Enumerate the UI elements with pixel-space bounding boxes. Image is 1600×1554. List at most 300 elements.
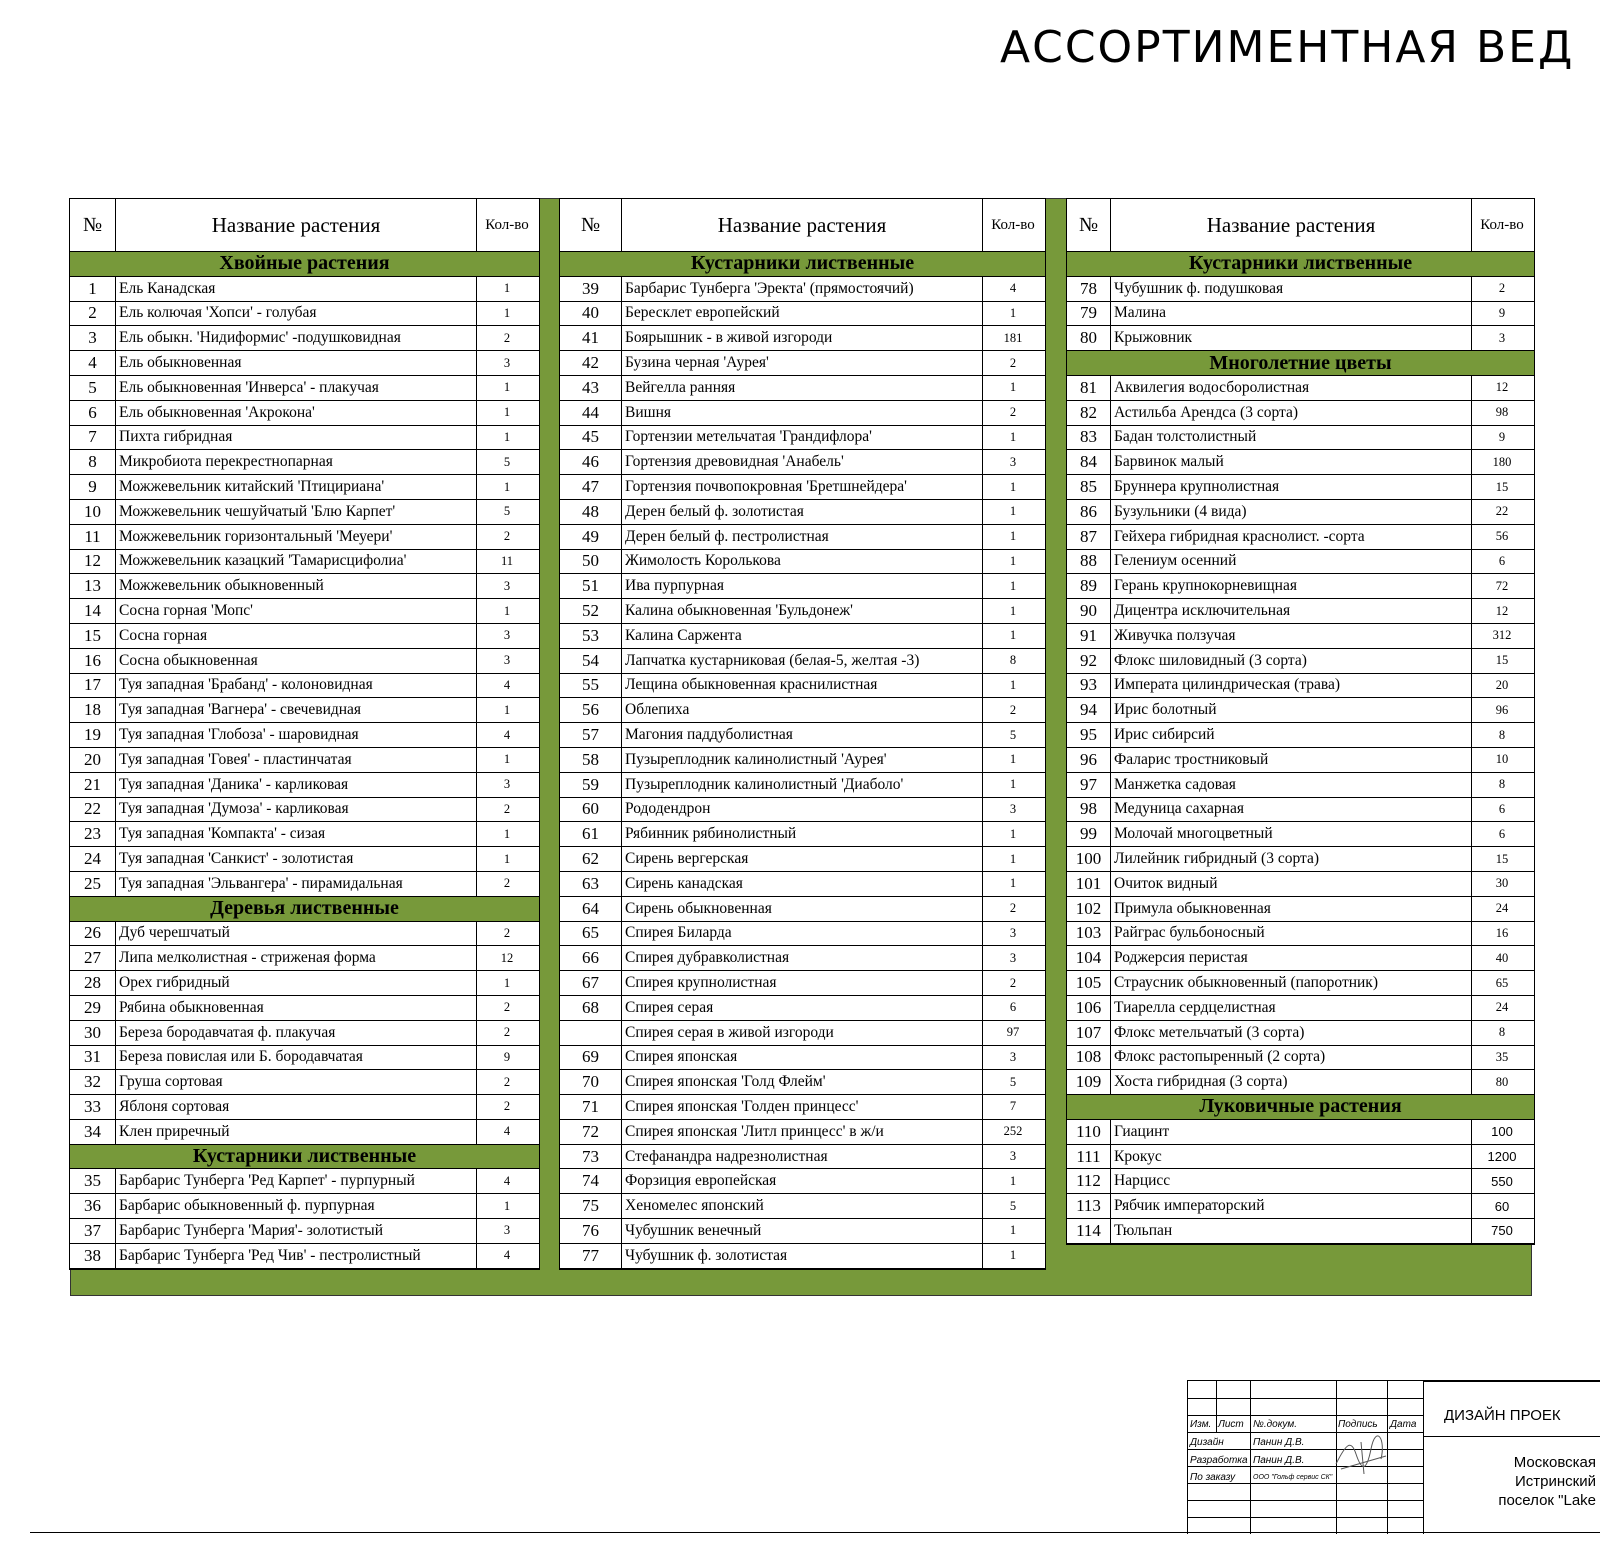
table-row [70,798,539,823]
row-number: 88 [1067,550,1111,574]
plant-name: Ирис болотный [1111,698,1472,722]
plant-quantity: 550 [1491,1173,1513,1189]
row-number: 45 [560,426,622,450]
plant-name: Сосна горная [116,624,477,648]
row-number: 51 [560,574,622,598]
plant-name: Ель обыкновенная 'Инверса' - плакучая [116,376,477,400]
plant-name: Спирея серая [622,996,983,1020]
row-number: 18 [70,698,116,722]
plant-quantity: 1 [1009,529,1017,544]
plant-quantity: 3 [1009,950,1017,965]
plant-name: Флокс метельчатый (3 сорта) [1111,1021,1472,1045]
plant-name: Можжевельник горизонтальный 'Меуери' [116,525,477,549]
row-number: 15 [70,624,116,648]
table-row [70,302,539,327]
row-number: 109 [1067,1070,1111,1094]
table-row [560,1244,1045,1269]
plant-name: Райграс бульбоносный [1111,922,1472,946]
plant-quantity: 1 [1009,1248,1017,1263]
plant-name: Барвинок малый [1111,450,1472,474]
plant-quantity: 6 [1498,826,1506,841]
row-number: 29 [70,996,116,1020]
table-row [70,649,539,674]
row-number: 28 [70,971,116,995]
plant-quantity: 1 [1009,380,1017,395]
plant-name: Береза бородавчатая ф. плакучая [116,1021,477,1045]
plant-name: Сирень вергерская [622,847,983,871]
plant-quantity: 2 [1009,975,1017,990]
plant-name: Роджерсия перистая [1111,946,1472,970]
plant-name: Гейхера гибридная краснолист. -сорта [1111,525,1472,549]
plant-name: Бадан толстолистный [1111,426,1472,450]
plant-quantity: 3 [1498,330,1506,345]
row-number: 98 [1067,798,1111,822]
plant-quantity: 2 [503,925,511,940]
row-number: 85 [1067,475,1111,499]
plant-quantity: 1 [1009,777,1017,792]
row-number: 36 [70,1194,116,1218]
plant-name: Тиарелла сердцелистная [1111,996,1472,1020]
plant-name: Лещина обыкновенная краснилистная [622,674,983,698]
row-number: 63 [560,872,622,896]
plant-name: Императа цилиндрическая (трава) [1111,674,1472,698]
category-header: Многолетние цветы [1067,351,1534,376]
table-row [70,922,539,947]
row-number: 48 [560,500,622,524]
plant-name: Калина обыкновенная 'Бульдонеж' [622,599,983,623]
plant-quantity: 72 [1495,578,1509,593]
row-number: 16 [70,649,116,673]
row-number: 22 [70,798,116,822]
table-row [560,624,1045,649]
plant-name: Живучка ползучая [1111,624,1472,648]
row-number: 64 [560,897,622,921]
plant-name: Вишня [622,401,983,425]
plant-name: Барбарис обыкновенный ф. пурпурная [116,1194,477,1218]
plant-quantity: 3 [503,1223,511,1238]
plant-name: Пихта гибридная [116,426,477,450]
row-number: 62 [560,847,622,871]
plant-name: Крыжовник [1111,326,1472,350]
category-header: Хвойные растения [70,252,539,277]
row-number: 66 [560,946,622,970]
plant-quantity: 1 [1009,479,1017,494]
row-number: 23 [70,822,116,846]
plant-quantity: 3 [1009,1049,1017,1064]
table-row [70,525,539,550]
plant-quantity: 2 [1009,355,1017,370]
table-row [1067,922,1534,947]
table-row [560,426,1045,451]
table-row [70,426,539,451]
plant-name: Рябина обыкновенная [116,996,477,1020]
row-number: 19 [70,723,116,747]
plant-quantity: 2 [503,1099,511,1114]
table-row [1067,822,1534,847]
plant-quantity: 1 [1009,553,1017,568]
plant-name: Форзиция европейская [622,1169,983,1193]
row-number: 37 [70,1219,116,1243]
table-row [560,996,1045,1021]
plant-name: Можжевельник китайский 'Птицириана' [116,475,477,499]
table-row [560,351,1045,376]
table-row [1067,1169,1534,1194]
table-row [1067,872,1534,897]
row-number: 6 [70,401,116,425]
table-row [70,1046,539,1071]
plant-quantity: 1 [1009,1223,1017,1238]
plant-quantity: 3 [1009,1149,1017,1164]
table-row [560,946,1045,971]
plant-name: Страусник обыкновенный (папоротник) [1111,971,1472,995]
plant-quantity: 2 [503,1025,511,1040]
row-number: 80 [1067,326,1111,350]
row-number: 91 [1067,624,1111,648]
row-number: 53 [560,624,622,648]
plant-quantity: 1 [1009,876,1017,891]
plant-name: Очиток видный [1111,872,1472,896]
table-row [560,897,1045,922]
plant-name: Боярышник - в живой изгороди [622,326,983,350]
row-number: 59 [560,773,622,797]
table-row [70,1021,539,1046]
row-number: 31 [70,1046,116,1070]
plant-quantity: 1 [1009,429,1017,444]
category-header: Кустарники лиственные [70,1145,539,1170]
plant-name: Флокс шиловидный (3 сорта) [1111,649,1472,673]
table-row [1067,426,1534,451]
plant-name: Сосна горная 'Мопс' [116,599,477,623]
row-number: 93 [1067,674,1111,698]
row-number: 92 [1067,649,1111,673]
table-row [70,1120,539,1145]
plant-name: Можжевельник чешуйчатый 'Блю Карпет' [116,500,477,524]
row-number: 25 [70,872,116,896]
table-row [70,1095,539,1120]
row-number: 2 [70,302,116,326]
row-number: 84 [1067,450,1111,474]
plant-quantity: 3 [1009,454,1017,469]
plant-name: Туя западная 'Вагнера' - свечевидная [116,698,477,722]
plant-quantity: 97 [1006,1025,1020,1040]
row-number: 7 [70,426,116,450]
row-number: 76 [560,1219,622,1243]
plant-quantity: 24 [1495,901,1509,916]
table-row [1067,946,1534,971]
table-row [1067,674,1534,699]
table-row [70,401,539,426]
plant-name: Рябинник рябинолистный [622,822,983,846]
row-number: 108 [1067,1046,1111,1070]
plant-name: Магония паддуболистная [622,723,983,747]
table-row [1067,475,1534,500]
table-row [1067,624,1534,649]
table-row [1067,525,1534,550]
bottom-border-line [30,1532,1600,1533]
row-number: 79 [1067,302,1111,326]
table-row [1067,1021,1534,1046]
plant-quantity: 1 [1009,504,1017,519]
plant-quantity: 4 [1009,281,1017,296]
plant-name: Примула обыкновенная [1111,897,1472,921]
row-number: 24 [70,847,116,871]
row-number: 20 [70,748,116,772]
plant-name: Спирея Биларда [622,922,983,946]
plant-quantity: 6 [1498,801,1506,816]
row-number: 99 [1067,822,1111,846]
plant-name: Клен приречный [116,1120,477,1144]
row-number: 82 [1067,401,1111,425]
table-row [1067,798,1534,823]
plant-quantity: 9 [1498,305,1506,320]
table-row [70,872,539,897]
table-row [70,748,539,773]
row-number: 70 [560,1070,622,1094]
plant-name: Гелениум осенний [1111,550,1472,574]
plant-quantity: 22 [1495,504,1509,519]
plant-quantity: 9 [1498,429,1506,444]
plant-quantity: 24 [1495,1000,1509,1015]
stamp-list: Лист [1218,1419,1244,1430]
signature-icon [1331,1434,1391,1478]
row-number: 55 [560,674,622,698]
row-number: 54 [560,649,622,673]
stamp-grid [1188,1381,1423,1534]
plant-quantity: 100 [1491,1124,1513,1140]
plant-name: Тюльпан [1111,1219,1472,1243]
plant-quantity: 1 [503,281,511,296]
plant-quantity: 4 [503,1124,511,1139]
plant-quantity: 15 [1495,653,1509,668]
plant-name: Крокус [1111,1145,1472,1169]
plant-quantity: 60 [1494,1198,1510,1214]
plant-name: Дицентра исключительная [1111,599,1472,623]
stamp-address-line: Московская [1513,1454,1596,1471]
row-number: 33 [70,1095,116,1119]
plant-quantity: 1 [503,752,511,767]
row-number: 44 [560,401,622,425]
category-header: Деревья лиственные [70,897,539,922]
table-row [560,550,1045,575]
header-quantity: Кол-во [991,216,1035,233]
plant-quantity: 1 [503,479,511,494]
plant-name: Ель обыкновенная 'Акрокона' [116,401,477,425]
plant-quantity: 6 [1009,1000,1017,1015]
table-row [70,1244,539,1269]
plant-name: Нарцисс [1111,1169,1472,1193]
plant-quantity: 12 [500,950,514,965]
plant-quantity: 15 [1495,479,1509,494]
table-row [70,723,539,748]
row-number: 81 [1067,376,1111,400]
table-row [560,847,1045,872]
plant-name: Спирея японская 'Голд Флейм' [622,1070,983,1094]
plant-quantity: 3 [503,355,511,370]
plant-quantity: 3 [1009,925,1017,940]
plant-quantity: 20 [1495,677,1509,692]
row-number: 3 [70,326,116,350]
row-number: 40 [560,302,622,326]
stamp-design-name: Панин Д.В. [1253,1437,1305,1448]
plant-name: Аквилегия водосборолистная [1111,376,1472,400]
table-row [560,872,1045,897]
plant-quantity: 10 [1495,752,1509,767]
row-number: 71 [560,1095,622,1119]
plant-name: Ель обыкн. 'Нидиформис' -подушковидная [116,326,477,350]
stamp-order-label: По заказу [1190,1472,1236,1483]
table-header [70,198,539,252]
row-number: 1 [70,277,116,301]
row-number: 114 [1067,1219,1111,1243]
table-row [70,475,539,500]
plant-quantity: 9 [503,1049,511,1064]
table-row [560,1046,1045,1071]
table-row [560,698,1045,723]
table-row [1067,748,1534,773]
plant-name: Гортензия древовидная 'Анабель' [622,450,983,474]
row-number: 111 [1067,1145,1111,1169]
plant-quantity: 15 [1495,851,1509,866]
row-number: 11 [70,525,116,549]
plant-name: Стефанандра надрезнолистная [622,1145,983,1169]
stamp-dev-name: Панин Д.В. [1253,1455,1305,1466]
plant-name: Молочай многоцветный [1111,822,1472,846]
stamp-order-name: ООО "Гольф сервис СК" [1253,1474,1333,1481]
row-number: 61 [560,822,622,846]
stamp-izm: Изм. [1190,1419,1212,1430]
plant-quantity: 16 [1495,925,1509,940]
table-header [560,198,1045,252]
table-row [70,574,539,599]
row-number: 67 [560,971,622,995]
plant-name: Гиацинт [1111,1120,1472,1144]
row-number: 50 [560,550,622,574]
row-number: 21 [70,773,116,797]
stamp-address [1498,1453,1596,1510]
table-row [560,574,1045,599]
plant-name: Ива пурпурная [622,574,983,598]
plant-name: Жимолость Королькова [622,550,983,574]
plant-name: Спирея крупнолистная [622,971,983,995]
plant-quantity: 65 [1495,975,1509,990]
row-number: 104 [1067,946,1111,970]
row-number: 41 [560,326,622,350]
table-row [70,450,539,475]
table-column-2 [559,198,1046,1270]
plant-name: Сирень обыкновенная [622,897,983,921]
plant-quantity: 2 [503,330,511,345]
plant-quantity: 1 [1009,677,1017,692]
row-number: 17 [70,674,116,698]
plant-name: Хоста гибридная (3 сорта) [1111,1070,1472,1094]
table-row [70,1070,539,1095]
plant-name: Спирея японская 'Литл принцесс' в ж/и [622,1120,983,1144]
plant-quantity: 40 [1495,950,1509,965]
plant-quantity: 5 [503,504,511,519]
plant-name: Ель обыкновенная [116,351,477,375]
row-number: 35 [70,1169,116,1193]
header-number: № [560,199,622,251]
row-number: 4 [70,351,116,375]
header-name: Название растения [116,199,477,251]
plant-name: Береза повислая или Б. бородавчатая [116,1046,477,1070]
table-row [560,1194,1045,1219]
row-number: 97 [1067,773,1111,797]
plant-name: Спирея японская 'Голден принцесс' [622,1095,983,1119]
table-row [70,277,539,302]
title-block-stamp [1187,1380,1600,1534]
plant-name: Дерен белый ф. золотистая [622,500,983,524]
plant-name: Микробиота перекрестнопарная [116,450,477,474]
table-row [560,475,1045,500]
row-number [560,1021,622,1045]
row-number: 49 [560,525,622,549]
table-row [560,649,1045,674]
plant-name: Бруннера крупнолистная [1111,475,1472,499]
plant-quantity: 2 [1009,901,1017,916]
plant-quantity: 8 [1498,1025,1506,1040]
plant-name: Груша сортовая [116,1070,477,1094]
plant-name: Гортензии метельчатая 'Грандифлора' [622,426,983,450]
row-number: 13 [70,574,116,598]
plant-name: Герань крупнокорневищная [1111,574,1472,598]
table-row [560,401,1045,426]
table-row [560,500,1045,525]
header-name: Название растения [622,199,983,251]
plant-quantity: 312 [1492,628,1512,643]
plant-name: Чубушник ф. подушковая [1111,277,1472,301]
plant-name: Флокс растопыренный (2 сорта) [1111,1046,1472,1070]
plant-quantity: 5 [1009,727,1017,742]
plant-quantity: 181 [1003,330,1023,345]
table-row [70,376,539,401]
table-row [560,326,1045,351]
page-title: АССОРТИМЕНТНАЯ ВЕД [1000,22,1575,73]
plant-name: Туя западная 'Санкист' - золотистая [116,847,477,871]
plant-quantity: 1200 [1487,1149,1517,1165]
stamp-ndoc: №.докум. [1253,1419,1298,1430]
category-header: Луковичные растения [1067,1095,1534,1120]
table-row [560,376,1045,401]
table-row [70,674,539,699]
row-number: 9 [70,475,116,499]
row-number: 26 [70,922,116,946]
table-row [1067,277,1534,302]
plant-name: Медуница сахарная [1111,798,1472,822]
table-row [1067,1070,1534,1095]
stamp-address-line: поселок "Lake [1498,1492,1596,1509]
plant-quantity: 1 [503,305,511,320]
table-column-3 [1066,198,1535,1245]
plant-quantity: 2 [1009,702,1017,717]
row-number: 72 [560,1120,622,1144]
row-number: 86 [1067,500,1111,524]
plant-quantity: 1 [503,380,511,395]
table-row [1067,1219,1534,1244]
plant-name: Орех гибридный [116,971,477,995]
stamp-design-label: Дизайн [1190,1437,1224,1448]
plant-quantity: 80 [1495,1074,1509,1089]
row-number: 113 [1067,1194,1111,1218]
plant-quantity: 4 [503,1173,511,1188]
table-row [560,1219,1045,1244]
table-row [1067,847,1534,872]
row-number: 83 [1067,426,1111,450]
table-row [70,550,539,575]
table-row [560,1169,1045,1194]
table-row [560,773,1045,798]
header-quantity: Кол-во [1480,216,1524,233]
